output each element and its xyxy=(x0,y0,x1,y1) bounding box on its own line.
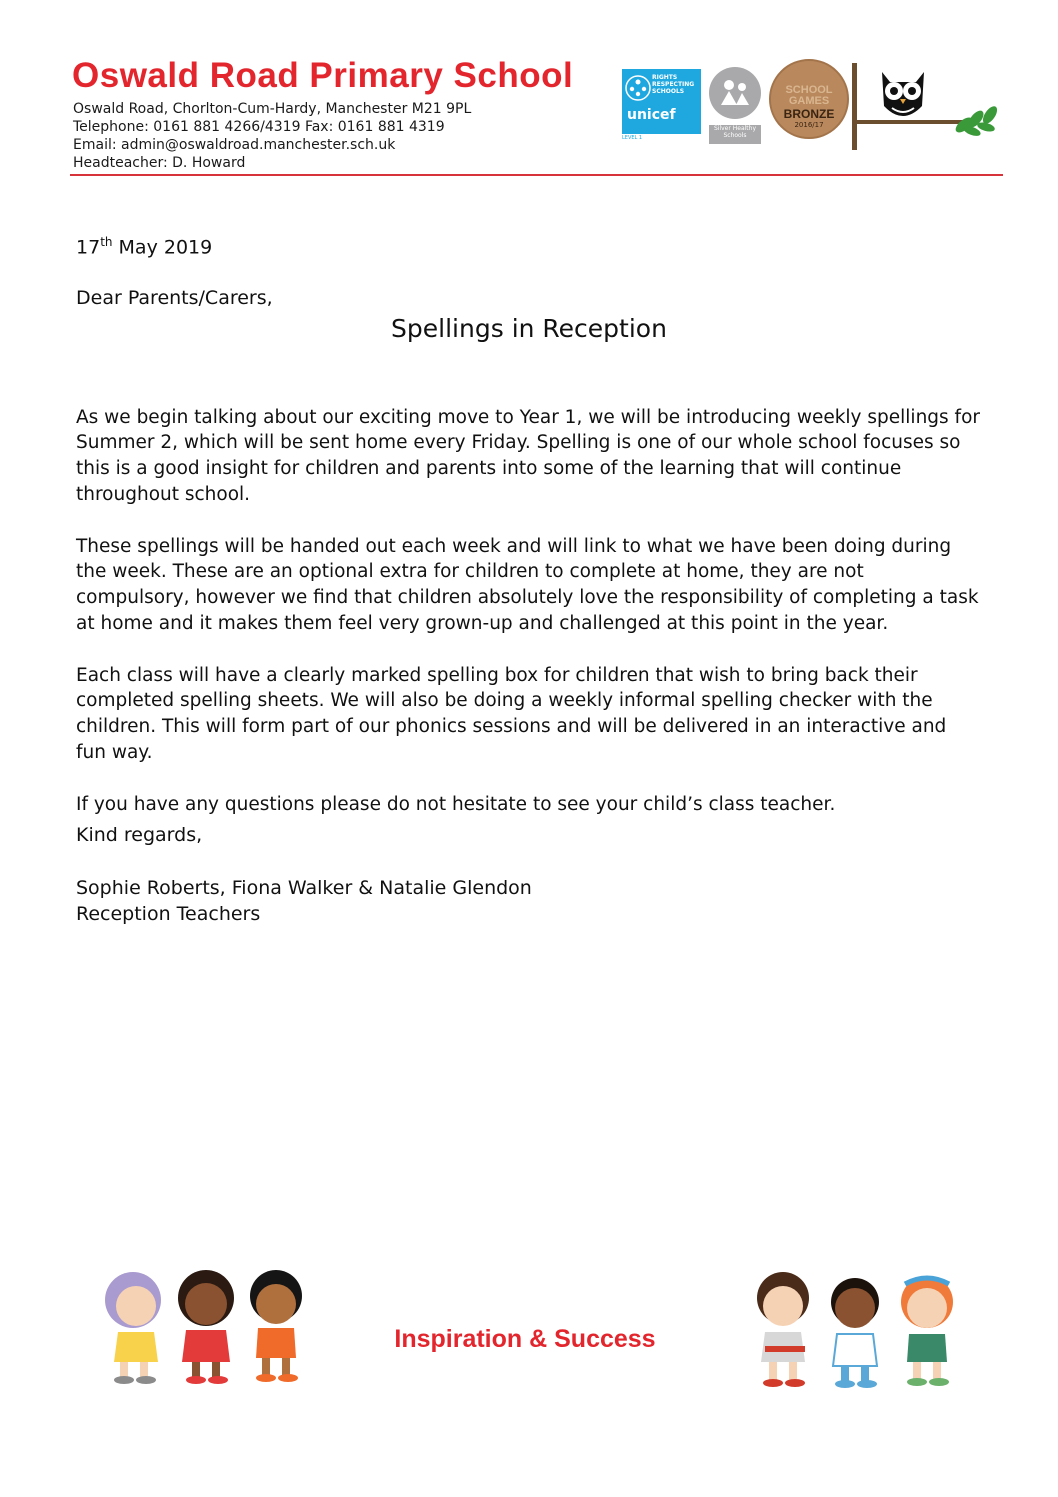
signature-block xyxy=(76,876,532,927)
school-games-level: BRONZE xyxy=(783,107,835,121)
school-contact-details xyxy=(73,100,471,172)
children-circle-icon xyxy=(624,72,652,104)
school-email: Email: admin@oswaldroad.manchester.sch.uk xyxy=(73,137,396,153)
headteacher: Headteacher: D. Howard xyxy=(73,155,246,171)
school-address: Oswald Road, Chorlton-Cum-Hardy, Manchester M21 9PL xyxy=(73,101,472,117)
people-icon xyxy=(709,67,761,119)
salutation: Dear Parents/Carers, xyxy=(76,287,273,309)
school-games-badge xyxy=(769,59,849,139)
signatory-names: Sophie Roberts, Fiona Walker & Natalie Glendon xyxy=(76,877,532,899)
unicef-wordmark: unicef xyxy=(627,107,676,123)
letter-date: 17th May 2019 xyxy=(76,235,213,259)
paragraph-4: If you have any questions please do not hesitate to see your child’s class teacher. xyxy=(76,793,836,815)
rrs-label: RIGHTS RESPECTING SCHOOLS xyxy=(652,74,695,95)
branch-post xyxy=(852,63,857,150)
school-games-year: 2016/17 xyxy=(794,121,824,129)
school-telephone: Telephone: 0161 881 4266/4319 Fax: 0161 881 4319 xyxy=(73,119,445,135)
paragraph-2: These spellings will be handed out each week and will link to what we have been doing during the week. These are an optional extra for children to complete at home, they are not compulsory, however we find that children absolutely love the responsibility of completing a task at home and it makes them feel very grown-up and challenged at this point in the year. xyxy=(76,535,979,634)
rrs-level: LEVEL 1 xyxy=(622,135,643,141)
healthy-schools-logo xyxy=(709,67,761,119)
rights-respecting-schools-badge xyxy=(622,69,701,134)
paragraph-3: Each class will have a clearly marked spelling box for children that wish to bring back their completed spelling sheets. We will also be doing a weekly informal spelling checker with the children. This will form part of our phonics sessions and will be delivered in an interactive and fun way. xyxy=(76,664,947,763)
owl-icon xyxy=(872,66,934,124)
school-name: Oswald Road Primary School xyxy=(72,56,574,95)
leaves-icon xyxy=(952,101,1008,141)
closing: Kind regards, xyxy=(76,824,203,846)
header-divider xyxy=(70,174,1003,176)
paragraph-1: As we begin talking about our exciting move to Year 1, we will be introducing weekly spellings for Summer 2, which will be sent home every Friday. Spelling is one of our whole school focuses so this is a good insight for children and parents into some of the learning that will continue throughout school. xyxy=(76,406,980,505)
signatory-role: Reception Teachers xyxy=(76,902,261,925)
school-motto: Inspiration & Success xyxy=(394,1325,656,1353)
school-games-label: SCHOOL GAMES xyxy=(785,84,833,107)
children-illustration-right xyxy=(745,1262,967,1392)
letter-title: Spellings in Reception xyxy=(391,314,667,343)
healthy-schools-plate: Silver Healthy Schools xyxy=(709,125,761,144)
